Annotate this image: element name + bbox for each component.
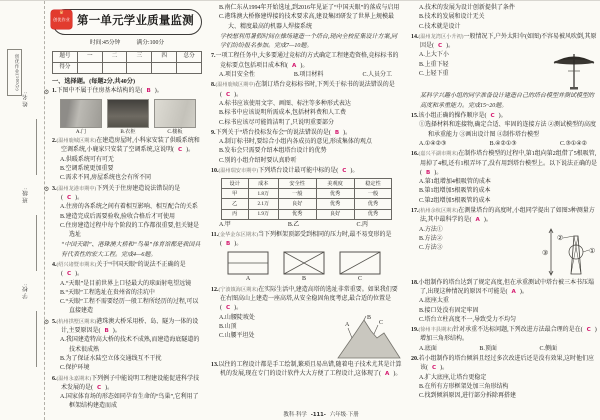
margin-label-class: 班级: [23,187,29,203]
question-13-options [411,4,597,32]
option: C.需求不同,房屋系统也会有所不同 [60,175,152,182]
answer-badge: A [385,370,390,377]
option: A.山腰陡坡处 [219,314,255,321]
option: A.①④②③ [419,140,447,147]
option: B.“天眼”工程选址在贵州省的洼坑中 [60,289,155,296]
option: C.塔台立柱高度不一,导致受力不均匀 [419,316,517,323]
option: B.第1组增加5根吸管的成本 [419,188,491,195]
option: B.接口处没有固定牢固 [419,307,479,314]
photo-wardrobe [107,99,149,128]
answer-badge: B [104,328,109,335]
svg-text:①: ① [589,246,596,255]
q10-row: 丙 1.9万 优秀 良好 优秀 [221,209,392,219]
column-3 [411,4,597,407]
margin-label-name: 姓名: [23,91,29,107]
answer-badge: C [178,147,183,154]
option: A.供暖系统可有可无 [60,156,114,163]
footer-page-number: -111- [310,412,326,418]
figure-label: C [357,276,362,283]
question-9: 9.下列关于“塔台投标发布会”的说法错误的是( B )。 A.制订标书时,要综合小组内各成员的意见,形成集体的观点 B.发布会只需要介绍本组塔台设计的优势 C.别的小组介绍时要认真聆听 [211,129,402,166]
q11-frame-figures [211,251,402,284]
option: A.“天眼”是目前世界上口径最大的球面射电望远镜 [60,280,192,287]
frame-x-brace [283,251,325,275]
footer-grade: 六年级·下册 [329,412,359,418]
answer-badge: C [432,365,437,372]
answer-badge: B [226,241,231,248]
q10-header-cell: 设计 [221,179,248,189]
option: A.标书应该使用文字、画图、标注等多种形式表达 [219,100,351,107]
option: A.技术的发展为设计创新提供了条件 [419,5,515,11]
paper-header [52,9,202,35]
option: C.方法③ [419,245,443,252]
margin-label-school: 学校: [23,283,29,299]
question-14: 14.(温州龙湾区小升初)一般情况下,户外太阳伞(如图)不容易被风吹倒,其原因是( C )。 A.上大下小 B.上重下轻 C.上轻下重 [411,33,597,92]
photo-door [60,99,102,128]
frame-diagonal-brace [339,251,381,275]
question-15: 15.该小组正确的操作顺序是( C )。 ①选择材料和连接物,确定合适、牢固的连接方法 ②测试模型的高度和承重能力 ③画出设计图 ④制作塔台模型 A.①④②③ B.④②①③ C.③①④② [411,112,597,149]
class-fill-line [36,215,37,271]
option: C.住房建造过程中每个阶段的工作都很重要,但关键是选址 [60,222,200,239]
svg-text:C: C [379,319,384,326]
option: C.人员分工 [362,72,392,79]
question-11: 11.(金华金东区期末)当下列框架顶部受到相同的压力时,最不易变形的是( B )。 A B C [211,231,402,285]
q1-photos: A.门 B.衣柜 C.楼板 [52,99,202,137]
option: B.方法② [419,235,443,242]
option: C.找到倾斜原因,进行部分拆除再搭建 [419,393,517,400]
crown-icon: ♛ [59,10,64,16]
page-title: 第一单元学业质量监测 [77,15,194,27]
question-7: 7.一项工程任务中,大多要通过竞标的方式确定工程建造资格,竞标标书的竞标要点包括项目成本和( A )。 A.项目安全性 B.项目材料 C.人员分工 [211,52,402,80]
score-value-row [53,62,202,73]
paper-content [43,4,598,410]
option: C.标书应该尽可能简洁明了,只说明重要部分 [219,119,335,126]
question-3: ⚙ 3.(温州龙港市期中)下列关于住房建造说法错误的是( C )。 A.住房的各系统之间有着相互影响、相互配合的关系 B.建造完成后需要验收,验收合格后才可使用 C.住房建造过程中每个阶段的工作都很重要,但关键是选址 [52,185,202,241]
question-17: 17.(杭州余杭区期末)在测量塔台的高度时,小组同学提出了如图3种测量方法,其中最科学的是( A )。 A.方法① B.方法② C.方法③ ③ ② ① [411,207,597,278]
margin-score-box: 创优作业(100分) [7,49,22,96]
school-fill-line [36,311,37,367]
question-12: 12.(宁波镇海区期末)在实际生活中,建造高塔的选址非常重要。如果我们要在右图高山上建造一座高塔,从安全稳固角度考虑,最合适的位置是( C )。 A.山腰陡坡处 B.山顶 C.山腰平坦处 A B C [211,286,402,360]
question-16: 16.(嘉兴平湖市期末)在制作塔台模型的过程中,第1组向第2组借了5根吸管,用掉了4根,还有1根弄坏了,没有用到塔台模型上。以下说法正确的是( B )。 A.第1组增加4根吸管的成本 B.第1组增加5根吸管的成本 C.第2组增加5根吸管的成本 [411,150,597,206]
tower-measure-figure [541,226,597,278]
answer-badge: C [586,327,591,334]
option: B.项目材料 [293,72,324,79]
fold-dashed-line [44,1,45,420]
option: B.标书中应该说明所需成本,包括材料费和人工费 [219,110,347,117]
q10-header-cell: 安全性 [278,179,316,189]
question-10: 10.(温州瑞安市期中)下列塔台设计最可能中标的是( C )。 设计 成本 安全性 美观度 稳定性 甲 1.8万 一般 优秀 一般 乙 2.1万 良好 优秀 优秀 丙 1.9万 优秀 良好 优秀 A.甲 B.乙 C.丙 [211,167,402,230]
question-6-continued [211,4,402,32]
answer-badge: B [146,88,151,95]
answer-badge: C [226,305,231,312]
photo-floor-slab [154,99,196,128]
q15-steps: ①选择材料和连接物,确定合适、牢固的连接方法 ②测试模型的高度和承重能力 ③画出设计图 ④制作塔台模型 [419,122,597,138]
answer-badge: C [226,91,231,98]
brand-badge [51,10,72,29]
answer-badge: B [334,129,340,136]
option: A.国家体育场的形态如同孕育生命的“鸟巢”,它利用了框架结构建造而成 [60,394,199,410]
question-4: 4.(绍兴诸暨市期末)关于“中国天眼”的说法不正确的是( C )。 A.“天眼”是目前世界上口径最大的球面射电望远镜 B.“天眼”工程选址在贵州省的洼坑中 C.“天眼”工程不需要经历一般工程所经历的过程,可以直接建造 [52,261,202,317]
option: A.制订标书时,要综合小组内各成员的意见,形成集体的观点 [219,139,372,146]
question-5: ⚙ 5.(杭州拱墅区期末)港珠澳大桥采用桥、岛、隧为一体的设计,主要原因是( B )。 A.我国建造特高大桥的技术不成熟,而建造海底隧道的技术很成熟 B.为了保证水陆空立体交通线互不干扰 C.保护环境 [52,318,202,374]
option: C.侧面 [539,345,557,352]
q10-design-table [221,178,393,219]
option: A.上大下小 [419,52,449,59]
answer-badge: A [511,288,516,295]
question-18: 18.小组制作的塔台达到了规定高度,但在承重测试中塔台被三本书压塌了,出现这种情况的原因不可能是( A )。 A.底座太重 B.接口处没有固定牢固 C.塔台立柱高度不一,导致受力不均匀 [411,279,597,325]
q10-header-cell: 美观度 [316,179,354,189]
answer-badge: C [490,113,495,120]
option: B.技术的发展和设计无关 [419,14,485,21]
option: B.在所有方形框架处加三角形结构 [419,383,509,390]
exam-meta [52,39,202,48]
scenario-note-3: 某科学兴趣小组的同学准备设计建造自己的塔台模型并测试模型的高度和承重能力。完成15~20题。 [420,93,595,109]
option: A.甲 [219,221,231,228]
svg-text:③: ③ [542,248,549,257]
option: B.山顶 [219,323,237,330]
answer-badge: C [67,271,72,278]
score-header-cell: 总分 [177,51,202,62]
option: B.乙 [287,221,300,228]
option: C.丙 [356,221,368,228]
score-header-cell: 二 [102,51,127,62]
answer-badge: C [438,43,443,50]
svg-text:A: A [345,321,350,328]
score-header-cell: 题号 [53,51,78,62]
score-header-cell: 一 [77,51,102,62]
option: B.南仁东从1994年开始选址,到2016年见证了“中国天眼”的落成与启用 [219,5,400,11]
answer-badge: B [426,169,431,176]
score-row-label: 得分 [53,62,78,73]
mountain-figure [336,314,402,360]
option: A.第1组增加4根吸管的成本 [419,179,491,186]
section-1-heading: 一、选择题。(每题2分,共40分) [52,77,136,85]
scenario-note-2: 学校想利用暑假时间在操场建造一个塔台,现向全校征集设计方案,同学们纷纷报名参加。完成7—10题。 [220,33,398,50]
option: B.上重下轻 [419,61,449,68]
page-footer [52,410,590,418]
q10-row: 甲 1.8万 一般 优秀 一般 [221,189,392,199]
option: A.我国建造特高大桥的技术不成熟,而建造海底隧道的技术很成熟 [60,337,200,353]
score-table [52,51,202,74]
column-1 [43,4,202,410]
option: A.住房的各系统之间有着相互影响、相互配合的关系 [60,204,198,211]
svg-text:B: B [367,314,372,321]
option: A.方法① [419,226,443,233]
exam-time: 时间:45分钟 [89,39,121,46]
option: C.③①④② [559,140,587,147]
option: B.④②①③ [489,140,517,147]
option: B.空调系统更加重要 [60,166,114,173]
q10-row: 乙 2.1万 良好 优秀 优秀 [221,199,392,209]
exam-full-score: 满分:100分 [136,39,165,46]
option: C.第2组增加5根吸管的成本 [419,197,491,204]
question-19: 19.(徐州丰县期末)针对承重不达标问题,下列改进方法最合理的是在( C )增加三角形结构。 A.底面 B.顶面 C.侧面 [411,326,597,354]
question-13: 13.以往的工程设计都是手工绘制,繁琐且易出错,随着电子技术尤其是计算机的发展,现在专门的设计软件大大方便了工程设计,这体现了( A )。 [211,361,402,377]
option: A.底面 [419,345,437,352]
answer-badge: A [292,62,297,69]
answer-badge: A [475,217,480,224]
answer-badge: C [67,194,72,201]
option: B.发布会只需要介绍本组塔台设计的优势 [219,148,327,155]
answer-badge: C [342,168,347,175]
option: B.建造完成后需要验收,验收合格后才可使用 [60,213,176,220]
title-capsule [52,9,202,35]
score-header-cell: 三 [127,51,152,62]
gear-icon: ⚙ [43,185,50,194]
option: A.项目安全性 [219,72,255,79]
frame-horizontal-brace [227,251,269,275]
question-20: 20.若小组制作的塔台倾斜且经过多次改进后还是没有效果,这时他们应该( C )。 A.扩大底座,让塔台更稳定 B.在所有方形框架处加三角形结构 C.找到倾斜原因,进行部分拆除再搭建 [411,355,597,401]
option: C.保护环境 [60,365,90,372]
figure-label: A [245,276,251,283]
option: C.别的小组介绍时要认真聆听 [219,157,297,164]
score-header-cell: 四 [152,51,177,62]
question-1: ⚙ 1.下图中不属于住房基本结构的是( B )。 A.门 B.衣柜 C.楼板 [52,87,202,136]
question-8: 8.(温州鹿城区期中)在制订塔台竞标标书时,下列关于标书的说法错误的是( C )。 A.标书应该使用文字、画图、标注等多种形式表达 B.标书中应该说明所需成本,包括材料费和人工费 C.标书应该尽可能简洁明了,只说明重要部分 [211,81,402,127]
umbrella-figure [551,51,597,91]
brand-badge-label: 创优作业 [53,16,70,22]
question-2: 2.(温州鹿城区期末)在建造房屋时,小科家安装了供暖系统和空调系统,小鹿家只安装了空调系统,这说明( C )。 A.供暖系统可有可无 B.空调系统更加重要 C.需求不同,房屋系统也会有所不同 [52,137,202,183]
option: A.底座太重 [419,298,449,305]
score-header-row [53,51,202,62]
option: C.上轻下重 [419,71,449,78]
name-fill-line [36,119,37,175]
answer-badge: C [97,384,102,391]
option: B.为了保证水陆空立体交通线互不干扰 [60,355,162,362]
gear-icon: ⚙ [43,318,50,327]
option: C.山腰平坦处 [219,333,255,340]
q10-header-cell: 成本 [248,179,278,189]
gear-icon: ⚙ [43,87,50,96]
q10-header-cell: 稳定性 [354,179,392,189]
option: B.顶面 [479,345,497,352]
figure-label: B [301,276,306,283]
option: C.港珠澳大桥修建焊接的技术要求高,建设集团研发了世界上规模最大、精度最高的机器人焊接系统 [219,14,395,30]
option: C.“天眼”工程不需要经历一般工程所经历的过程,可以直接建造 [60,299,199,315]
option: C.技术就是设计 [419,23,461,30]
footer-subject: 教科·科学 [283,412,307,418]
svg-text:②: ② [557,233,564,242]
scenario-note-1: “中国天眼”、港珠澳大桥和“鸟巢”体育馆都是我国具有代表性的宏大工程。完成4—6题。 [61,242,201,258]
column-2 [211,4,402,407]
option: A.扩大底座,让塔台更稳定 [419,374,487,381]
question-6: 6.(温州永嘉期末)下列例子中能说明工程建设能促进科学技术发展的是( C )。 A.国家体育场的形态如同孕育生命的“鸟巢”,它利用了框架结构建造而成 [52,375,202,412]
